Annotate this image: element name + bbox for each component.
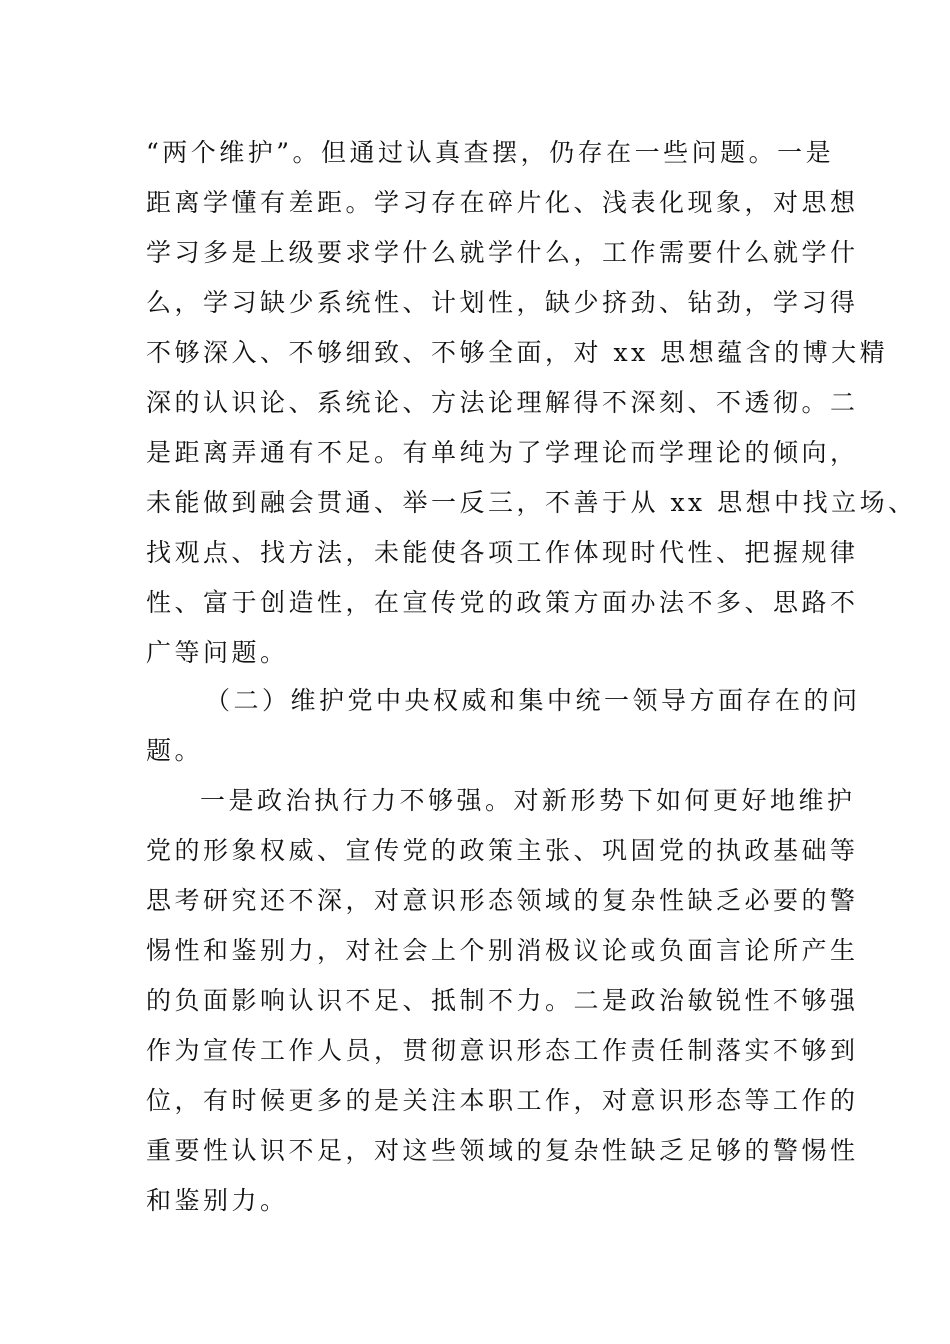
heading-line: 题。 bbox=[146, 736, 204, 765]
text-line: “两个维护”。但通过认真查摆，仍存在一些问题。一是 bbox=[146, 138, 835, 167]
heading-line: （二）维护党中央权威和集中统一领导方面存在的问 bbox=[205, 686, 861, 715]
text-line: 一是政治执行力不够强。对新形势下如何更好地维护 bbox=[200, 786, 856, 815]
text-line: 么，学习缺少系统性、计划性，缺少挤劲、钻劲，学习得 bbox=[146, 288, 859, 317]
text-line: 广等问题。 bbox=[146, 638, 289, 667]
text-line: 学习多是上级要求学什么就学什么，工作需要什么就学什 bbox=[146, 238, 859, 267]
text-line: 和鉴别力。 bbox=[146, 1186, 289, 1215]
text-line: 位，有时候更多的是关注本职工作，对意识形态等工作的 bbox=[146, 1086, 859, 1115]
text-line: 作为宣传工作人员，贯彻意识形态工作责任制落实不够到 bbox=[146, 1036, 859, 1065]
text-line: 距离学懂有差距。学习存在碎片化、浅表化现象，对思想 bbox=[146, 188, 859, 217]
text-line: 性、富于创造性，在宣传党的政策方面办法不多、思路不 bbox=[146, 588, 859, 617]
text-line: 不够深入、不够细致、不够全面，对 xx 思想蕴含的博大精 bbox=[146, 338, 889, 367]
text-line: 的负面影响认识不足、抵制不力。二是政治敏锐性不够强 bbox=[146, 986, 859, 1015]
text-line: 重要性认识不足，对这些领域的复杂性缺乏足够的警惕性 bbox=[146, 1136, 859, 1165]
text-line: 是距离弄通有不足。有单纯为了学理论而学理论的倾向， bbox=[146, 438, 859, 467]
text-line: 党的形象权威、宣传党的政策主张、巩固党的执政基础等 bbox=[146, 836, 859, 865]
text-line: 深的认识论、系统论、方法论理解得不深刻、不透彻。二 bbox=[146, 388, 859, 417]
text-line: 未能做到融会贯通、举一反三，不善于从 xx 思想中找立场、 bbox=[146, 488, 917, 517]
text-line: 思考研究还不深，对意识形态领域的复杂性缺乏必要的警 bbox=[146, 886, 859, 915]
text-line: 惕性和鉴别力，对社会上个别消极议论或负面言论所产生 bbox=[146, 936, 859, 965]
text-line: 找观点、找方法，未能使各项工作体现时代性、把握规律 bbox=[146, 538, 859, 567]
